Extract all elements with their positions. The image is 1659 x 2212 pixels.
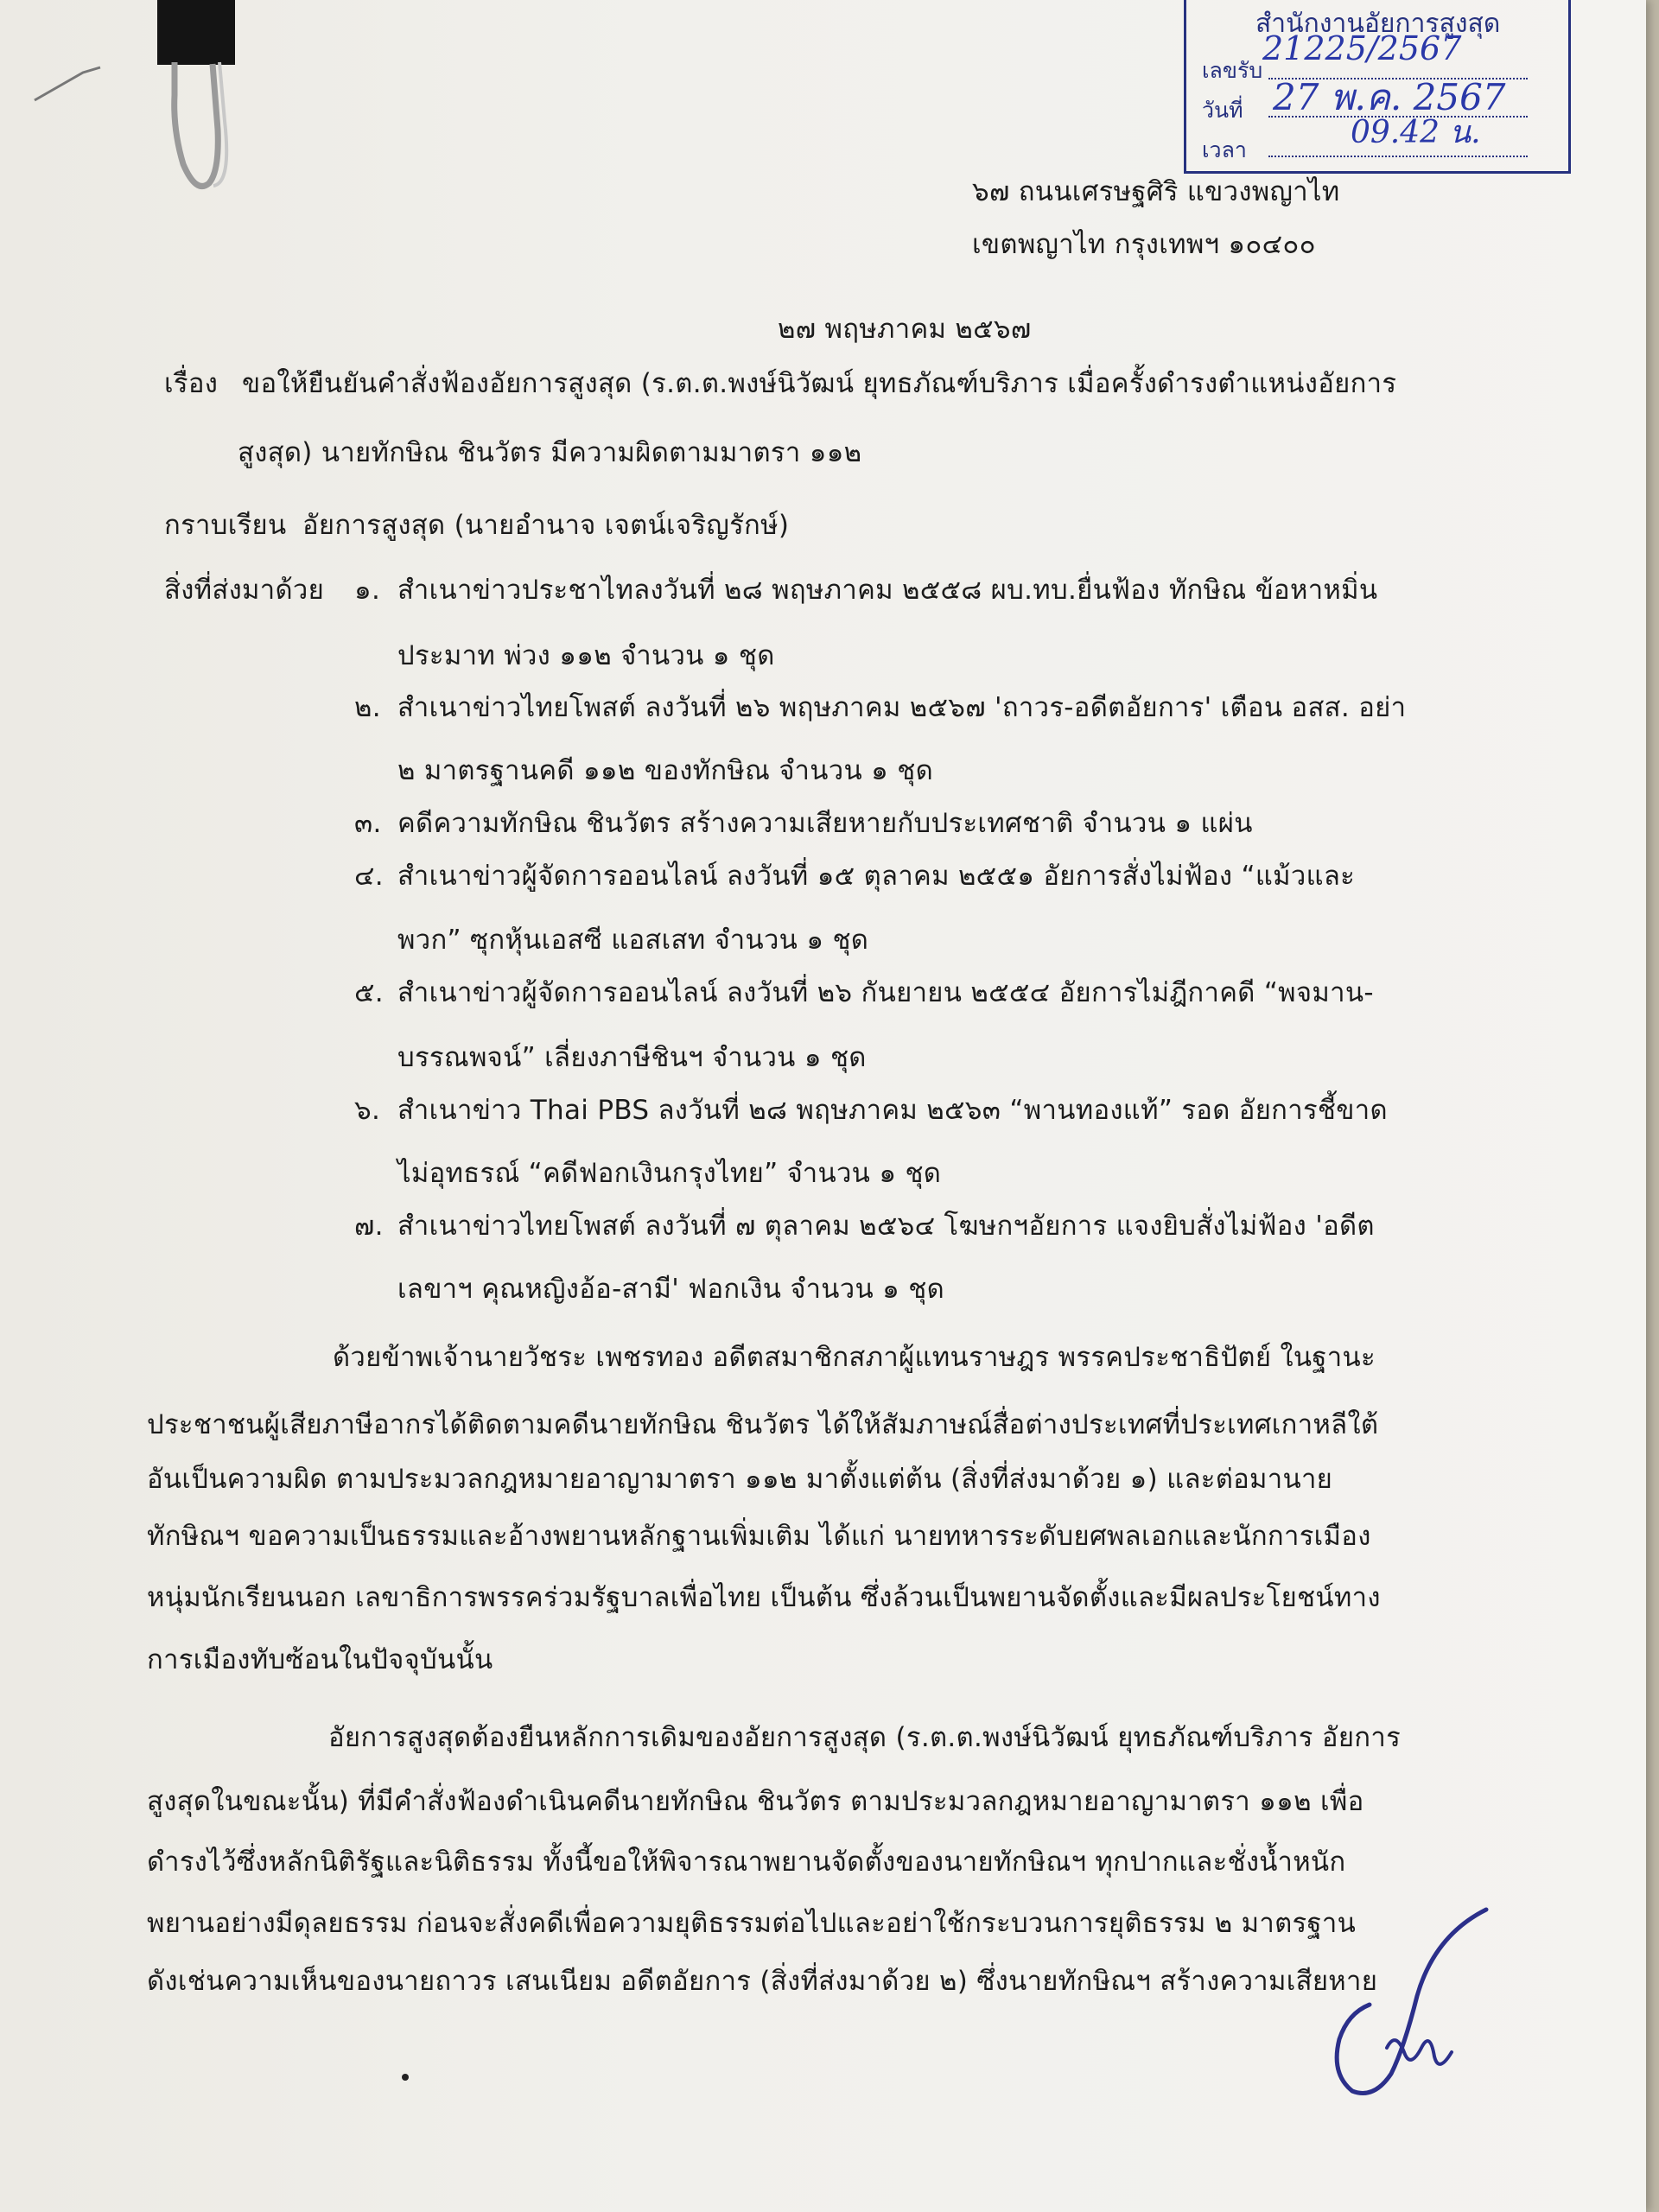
letter-date: ๒๗ พฤษภาคม ๒๕๖๗ xyxy=(778,314,1032,345)
enclosure-line: ประมาท พ่วง ๑๑๒ จำนวน ๑ ชุด xyxy=(397,640,775,671)
enclosure-line: สำเนาข่าวไทยโพสต์ ลงวันที่ ๗ ตุลาคม ๒๕๖๔ โฆษกฯอัยการ แจงยิบสั่งไม่ฟ้อง 'อดีต xyxy=(397,1211,1375,1242)
enclosure-number: ๑. xyxy=(354,575,381,606)
salutation-label: กราบเรียน xyxy=(164,510,287,541)
enclosure-line: เลขาฯ คุณหญิงอ้อ-สามี' ฟอกเงิน จำนวน ๑ ชุด xyxy=(397,1274,945,1305)
subject-line-2: สูงสุด) นายทักษิณ ชินวัตร มีความผิดตามมาตรา ๑๑๒ xyxy=(238,437,862,468)
enclosure-number: ๒. xyxy=(354,692,381,723)
paragraph-1-line: ทักษิณฯ ขอความเป็นธรรมและอ้างพยานหลักฐานเพิ่มเติม ได้แก่ นายทหารระดับยศพลเอกและนักการเมือง xyxy=(147,1521,1371,1552)
enclosure-line: ไม่อุทธรณ์ “คดีฟอกเงินกรุงไทย” จำนวน ๑ ชุด xyxy=(397,1158,942,1189)
enclosure-line: สำเนาข่าวไทยโพสต์ ลงวันที่ ๒๖ พฤษภาคม ๒๕๖๗ 'ถาวร-อดีตอัยการ' เตือน อสส. อย่า xyxy=(397,692,1407,723)
enclosure-number: ๓. xyxy=(354,808,382,839)
stamp-receipt-label: เลขรับ xyxy=(1202,58,1263,83)
enclosure-line: คดีความทักษิณ ชินวัตร สร้างความเสียหายกับประเทศชาติ จำนวน ๑ แผ่น xyxy=(397,808,1253,839)
binder-clip-icon xyxy=(149,0,321,259)
enclosure-number: ๖. xyxy=(354,1095,381,1126)
paragraph-1-line: อันเป็นความผิด ตามประมวลกฎหมายอาญามาตรา ๑๑๒ มาตั้งแต่ต้น (สิ่งที่ส่งมาด้วย ๑) และต่อมานาย xyxy=(147,1464,1333,1495)
stamp-date-label: วันที่ xyxy=(1202,98,1243,123)
paragraph-2-line: สูงสุดในขณะนั้น) ที่มีคำสั่งฟ้องดำเนินคดีนายทักษิณ ชินวัตร ตามประมวลกฎหมายอาญามาตรา ๑๑๒ เพื่อ xyxy=(147,1786,1364,1817)
enclosure-line: บรรณพจน์” เลี่ยงภาษีชินฯ จำนวน ๑ ชุด xyxy=(397,1042,867,1073)
stamp-date-value: 27 พ.ค. 2567 xyxy=(1273,76,1506,118)
paragraph-2-line: ดังเช่นความเห็นของนายถาวร เสนเนียม อดีตอัยการ (สิ่งที่ส่งมาด้วย ๒) ซึ่งนายทักษิณฯ สร้างความเสียหาย xyxy=(147,1966,1378,1997)
paragraph-1-line: ด้วยข้าพเจ้านายวัชระ เพชรทอง อดีตสมาชิกสภาผู้แทนราษฎร พรรคประชาธิปัตย์ ในฐานะ xyxy=(333,1342,1376,1373)
enclosure-number: ๕. xyxy=(354,977,384,1008)
staple-pin-icon xyxy=(31,66,109,109)
paragraph-2-line: อัยการสูงสุดต้องยืนหลักการเดิมของอัยการสูงสุด (ร.ต.ต.พงษ์นิวัฒน์ ยุทธภัณฑ์บริภาร อัยการ xyxy=(328,1722,1402,1753)
enclosures-label: สิ่งที่ส่งมาด้วย xyxy=(164,575,325,606)
paragraph-2-line: ดำรงไว้ซึ่งหลักนิติรัฐและนิติธรรม ทั้งนี้ขอให้พิจารณาพยานจัดตั้งของนายทักษิณฯ ทุกปากและชั่งน้ำหนัก xyxy=(147,1847,1346,1878)
address-line-2: เขตพญาไท กรุงเทพฯ ๑๐๔๐๐ xyxy=(972,229,1316,260)
enclosure-line: สำเนาข่าวประชาไทลงวันที่ ๒๘ พฤษภาคม ๒๕๕๘ ผบ.ทบ.ยื่นฟ้อง ทักษิณ ข้อหาหมิ่น xyxy=(397,575,1378,606)
paragraph-2-line: พยานอย่างมีดุลยธรรม ก่อนจะสั่งคดีเพื่อความยุติธรรมต่อไปและอย่าใช้กระบวนการยุติธรรม ๒ มาตรฐาน xyxy=(147,1908,1357,1939)
enclosure-number: ๗. xyxy=(354,1211,384,1242)
ink-dot xyxy=(402,2074,409,2081)
enclosure-line: ๒ มาตรฐานคดี ๑๑๒ ของทักษิณ จำนวน ๑ ชุด xyxy=(397,755,934,786)
stamp-time-label: เวลา xyxy=(1202,137,1247,162)
signature-initials xyxy=(1313,1901,1503,2108)
enclosure-line: สำเนาข่าวผู้จัดการออนไลน์ ลงวันที่ ๒๖ กันยายน ๒๕๕๔ อัยการไม่ฎีกาคดี “พจมาน- xyxy=(397,977,1374,1008)
enclosure-line: สำเนาข่าว Thai PBS ลงวันที่ ๒๘ พฤษภาคม ๒๕๖๓ “พานทองแท้” รอด อัยการชี้ขาด xyxy=(397,1095,1388,1126)
stamp-office: สำนักงานอัยการสูงสุด xyxy=(1255,9,1501,39)
stamp-receipt-value: 21225/2567 xyxy=(1262,29,1462,67)
stamp-time-value: 09.42 น. xyxy=(1351,115,1481,150)
subject-label: เรื่อง xyxy=(164,368,219,399)
enclosure-line: สำเนาข่าวผู้จัดการออนไลน์ ลงวันที่ ๑๕ ตุลาคม ๒๕๕๑ อัยการสั่งไม่ฟ้อง “แม้วและ xyxy=(397,861,1356,892)
paragraph-1-line: ประชาชนผู้เสียภาษีอากรได้ติดตามคดีนายทักษิณ ชินวัตร ได้ให้สัมภาษณ์สื่อต่างประเทศที่ประเทศเกาหลีใต้ xyxy=(147,1409,1379,1440)
receipt-stamp xyxy=(1184,0,1571,174)
enclosure-line: พวก” ซุกหุ้นเอสซี แอสเสท จำนวน ๑ ชุด xyxy=(397,925,869,956)
salutation-text: อัยการสูงสุด (นายอำนาจ เจตน์เจริญรักษ์) xyxy=(302,510,790,541)
subject-line-1: ขอให้ยืนยันคำสั่งฟ้องอัยการสูงสุด (ร.ต.ต.พงษ์นิวัฒน์ ยุทธภัณฑ์บริภาร เมื่อครั้งดำรงตำแหน่งอัยการ xyxy=(242,368,1397,399)
address-line-1: ๖๗ ถนนเศรษฐศิริ แขวงพญาไท xyxy=(972,176,1340,207)
paragraph-1-line: การเมืองทับซ้อนในปัจจุบันนั้น xyxy=(147,1644,493,1675)
enclosure-number: ๔. xyxy=(354,861,384,892)
paragraph-1-line: หนุ่มนักเรียนนอก เลขาธิการพรรคร่วมรัฐบาลเพื่อไทย เป็นต้น ซึ่งล้วนเป็นพยานจัดตั้งและมีผลประโยชน์ทาง xyxy=(147,1582,1381,1613)
